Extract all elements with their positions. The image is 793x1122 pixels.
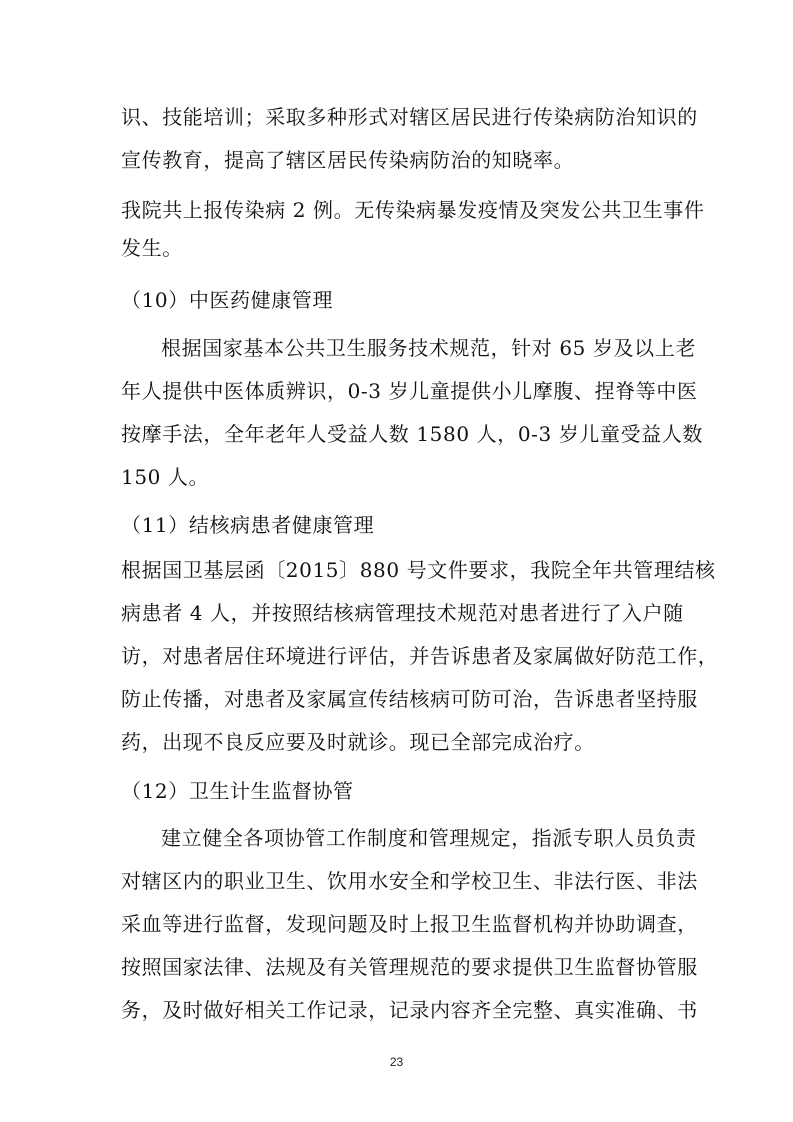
body-text-line: 根据国家基本公共卫生服务技术规范，针对 65 岁及以上老 xyxy=(161,336,696,360)
body-text-line: 根据国卫基层函〔2015〕880 号文件要求，我院全年共管理结核 xyxy=(121,558,716,582)
section-heading-11: （11）结核病患者健康管理 xyxy=(121,513,375,537)
body-text-line: 识、技能培训；采取多种形式对辖区居民进行传染病防治知识的 xyxy=(121,105,698,129)
body-text-line: 按摩手法，全年老年人受益人数 1580 人，0-3 岁儿童受益人数 xyxy=(121,422,703,446)
body-text-line: 150 人。 xyxy=(121,465,210,489)
page-number: 23 xyxy=(389,1055,404,1069)
section-heading-10: （10）中医药健康管理 xyxy=(121,288,334,312)
section-heading-12: （12）卫生计生监督协管 xyxy=(121,779,354,803)
body-text-line: 采血等进行监督，发现问题及时上报卫生监督机构并协助调查， xyxy=(121,912,698,936)
body-text-line: 访，对患者居住环境进行评估，并告诉患者及家属做好防范工作， xyxy=(121,644,719,668)
body-text-line: 我院共上报传染病 2 例。无传染病暴发疫情及突发公共卫生事件 xyxy=(121,198,705,222)
body-text-line: 按照国家法律、法规及有关管理规范的要求提供卫生监督协管服 xyxy=(121,955,698,979)
body-text-line: 宣传教育，提高了辖区居民传染病防治的知晓率。 xyxy=(121,148,575,172)
body-text-line: 务，及时做好相关工作记录，记录内容齐全完整、真实准确、书 xyxy=(121,998,698,1022)
body-text-line: 药，出现不良反应要及时就诊。现已全部完成治疗。 xyxy=(121,730,595,754)
body-text-line: 病患者 4 人，并按照结核病管理技术规范对患者进行了入户随 xyxy=(121,601,684,625)
body-text-line: 建立健全各项协管工作制度和管理规定，指派专职人员负责 xyxy=(161,826,697,850)
body-text-line: 发生。 xyxy=(121,236,183,260)
body-text-line: 对辖区内的职业卫生、饮用水安全和学校卫生、非法行医、非法 xyxy=(121,869,698,893)
body-text-line: 年人提供中医体质辨识，0-3 岁儿童提供小儿摩腹、捏脊等中医 xyxy=(121,379,698,403)
body-text-line: 防止传播，对患者及家属宣传结核病可防可治，告诉患者坚持服 xyxy=(121,687,698,711)
